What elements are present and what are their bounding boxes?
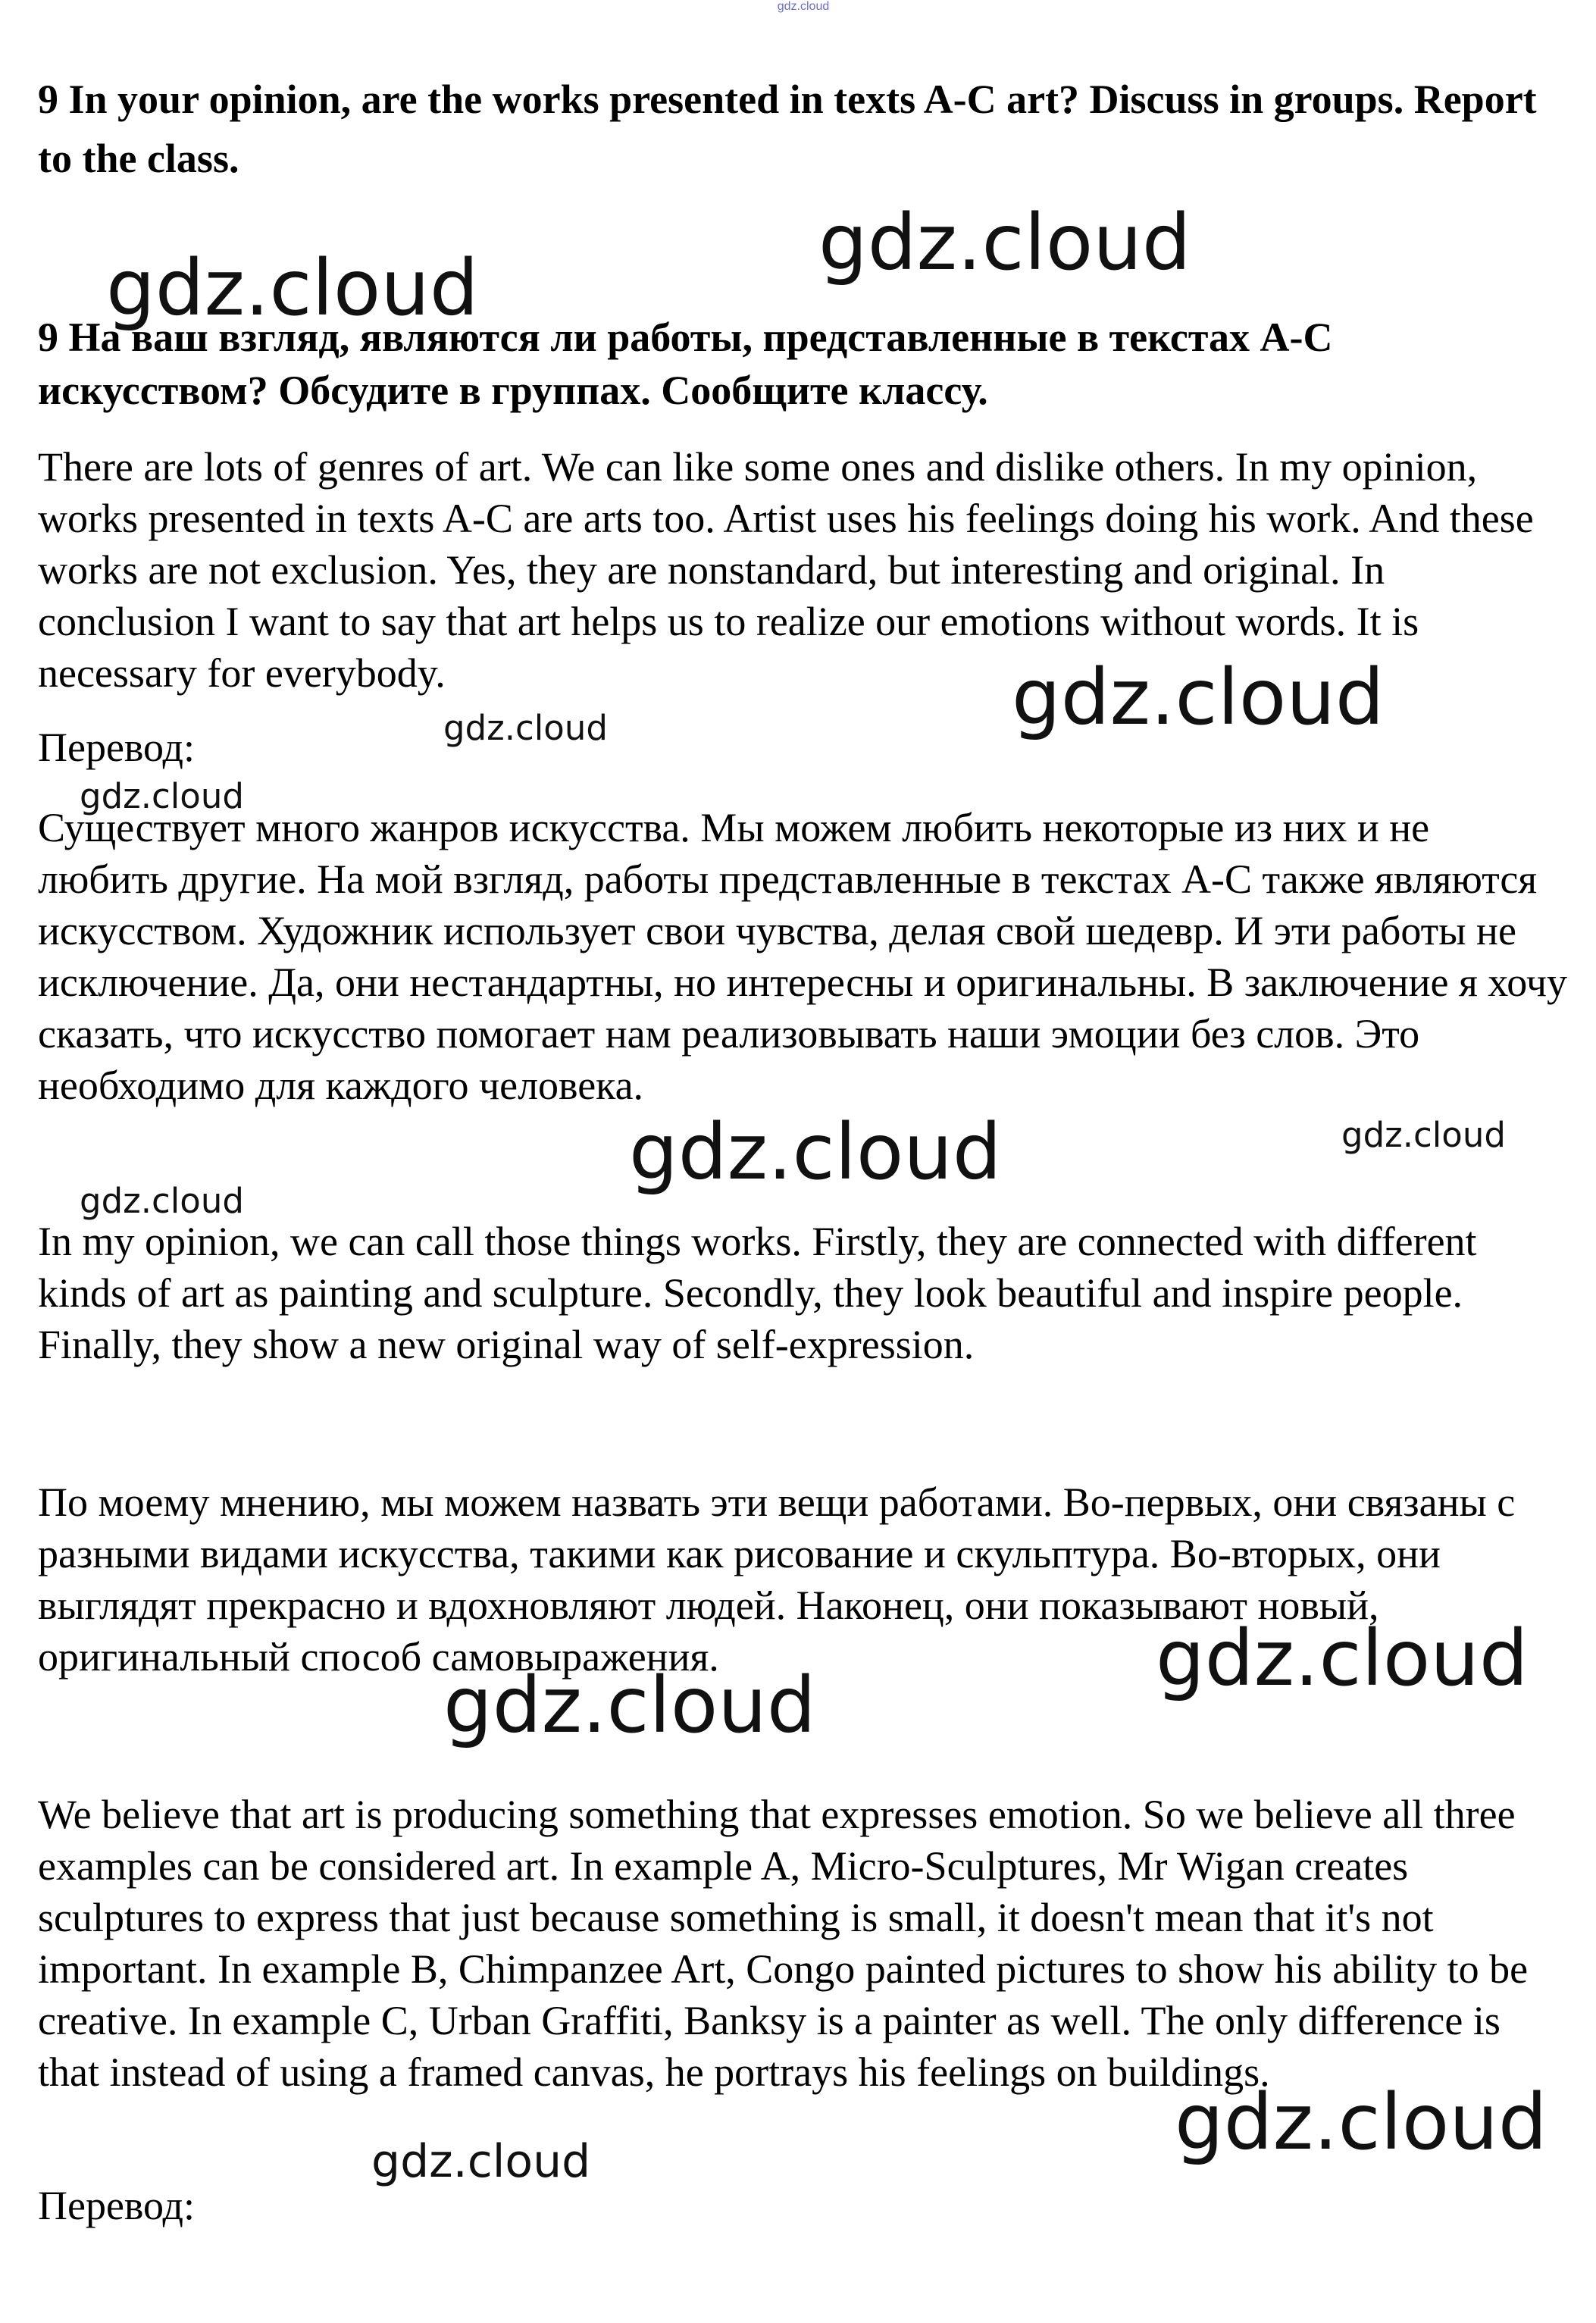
task-question-russian: 9 На ваш взгляд, являются ли работы, представленные в текстах А-С искусством? Обсудите в группах. Сообщите классу. (38, 315, 1333, 413)
answer-3-translation-label: Перевод: (38, 2183, 195, 2228)
watermark: gdz.cloud (371, 2135, 591, 2188)
answer-2-english: In my opinion, we can call those things works. Firstly, they are connected with different kinds of art as painting and sculpture. Secondly, they look beautiful and inspire people. Finally, they show a new original way of self-expression. (38, 1219, 1477, 1367)
watermark: gdz.cloud (1156, 1614, 1529, 1704)
watermark: gdz.cloud (1175, 2077, 1547, 2168)
watermark: gdz.cloud (629, 1107, 1002, 1198)
answer-1-russian: Существует много жанров искусства. Мы можем любить некоторые из них и не любить другие. На мой взгляд, работы представленные в текстах А-С также являются искусством. Художник использует свои чувства, делая свой шедевр. И эти работы не исключение. Да, они нестандартны, но интересны и оригинальны. В заключение я хочу сказать, что искусство помогает нам реализовывать наши эмоции без слов. Это необходимо для каждого человека. (38, 805, 1568, 1108)
watermark: gdz.cloud (1012, 653, 1385, 743)
answer-1-translation-label: Перевод: (38, 725, 195, 770)
watermark: gdz.cloud (106, 243, 479, 333)
watermark: gdz.cloud (80, 1181, 244, 1221)
answer-1-english: There are lots of genres of art. We can like some ones and dislike others. In my opinion, works presented in texts A-C are arts too. Artist uses his feelings doing his work. And these works are not exclusion. Yes, they are nonstandard, but interesting and original. In conclusion I want to say that art helps us to realize our emotions without words. It is necessary for everybody. (38, 444, 1534, 696)
watermark: gdz.cloud (818, 198, 1191, 288)
watermark: gdz.cloud (443, 1661, 816, 1751)
watermark: gdz.cloud (1341, 1115, 1506, 1155)
task-question-english: 9 In your opinion, are the works presented in texts A-C art? Discuss in groups. Report to the class. (38, 77, 1537, 181)
watermark: gdz.cloud (80, 776, 244, 816)
watermark: gdz.cloud (443, 708, 608, 748)
answer-3-english: We believe that art is producing something that expresses emotion. So we believe all three examples can be considered art. In example A, Micro-Sculptures, Mr Wigan creates sculptures to express that just because something is small, it doesn't mean that it's not important. In example B, Chimpanzee Art, Congo painted pictures to show his ability to be creative. In example C, Urban Graffiti, Banksy is a painter as well. The only difference is that instead of using a framed canvas, he portrays his feelings on buildings. (38, 1792, 1529, 2095)
site-mark: gdz.cloud (777, 0, 830, 13)
answer-2-russian: По моему мнению, мы можем назвать эти вещи работами. Во-первых, они связаны с разными видами искусства, такими как рисование и скульптура. Во-вторых, они выглядят прекрасно и вдохновляют людей. Наконец, они показывают новый, оригинальный способ самовыражения. (38, 1479, 1516, 1680)
